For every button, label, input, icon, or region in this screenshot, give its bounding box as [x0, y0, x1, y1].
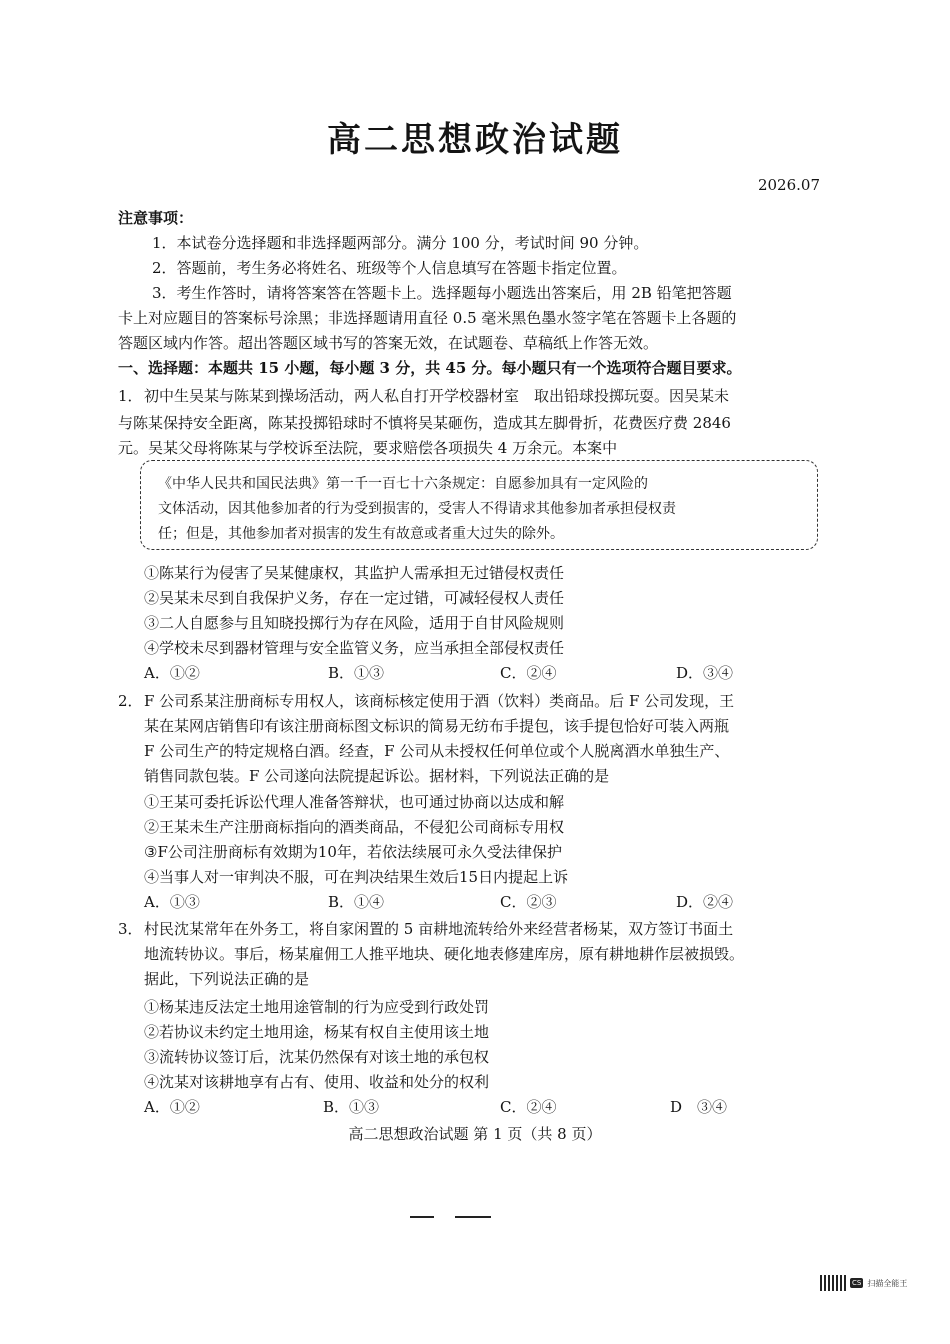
question-stem-line: 据此，下列说法正确的是 — [144, 970, 310, 988]
qr-code-icon — [820, 1275, 846, 1291]
section-heading: 一、选择题：本题共 15 小题，每小题 3 分，共 45 分。每小题只有一个选项符合题目要求。 — [118, 359, 742, 377]
question-number: 2． — [118, 692, 143, 710]
statement-item: ①陈某行为侵害了吴某健康权，其监护人需承担无过错侵权责任 — [144, 564, 565, 582]
note-line: 3．考生作答时，请将答案答在答题卡上。选择题每小题选出答案后，用 2B 铅笔把答题 — [152, 284, 732, 302]
note-line: 卡上对应题目的答案标号涂黑；非选择题请用直径 0.5 毫米黑色墨水签字笔在答题卡上各题的 — [118, 309, 737, 327]
statement-item: ④沈某对该耕地享有占有、使用、收益和处分的权利 — [144, 1073, 490, 1091]
question-number: 1． — [118, 387, 143, 405]
choice-c: C．②④ — [500, 664, 557, 682]
question-number: 3． — [118, 920, 143, 938]
choice-a: A．①② — [144, 664, 200, 682]
question-stem-line: 销售同款包装。F 公司遂向法院提起诉讼。据材料，下列说法正确的是 — [144, 767, 610, 785]
statement-item: ①杨某违反法定土地用途管制的行为应受到行政处罚 — [144, 998, 490, 1016]
question-stem-line: 地流转协议。事后，杨某雇佣工人推平地块、硬化地表修建库房，原有耕地耕作层被损毁。 — [144, 945, 745, 963]
choice-c: C．②④ — [500, 1098, 557, 1116]
statement-item: ③F公司注册商标有效期为10年，若依法续展可永久受法律保护 — [144, 843, 562, 861]
law-excerpt-line: 文体活动，因其他参加者的行为受到损害的，受害人不得请求其他参加者承担侵权责 — [158, 501, 676, 517]
choice-d: D．②④ — [676, 893, 734, 911]
note-line: 1．本试卷分选择题和非选择题两部分。满分 100 分，考试时间 90 分钟。 — [152, 234, 649, 252]
statement-item: ①王某可委托诉讼代理人准备答辩状，也可通过协商以达成和解 — [144, 793, 565, 811]
choice-a: A．①③ — [144, 893, 200, 911]
statement-item: ③流转协议签订后，沈某仍然保有对该土地的承包权 — [144, 1048, 490, 1066]
choice-d: D．③④ — [676, 664, 734, 682]
question-stem-line: F 公司系某注册商标专用权人，该商标核定使用于酒（饮料）类商品。后 F 公司发现，王 — [144, 692, 735, 710]
note-line: 答题区域内作答。超出答题区域书写的答案无效，在试题卷、草稿纸上作答无效。 — [118, 334, 659, 352]
exam-date: 2026.07 — [757, 176, 820, 194]
scanner-label: 扫描全能王 — [867, 1278, 908, 1288]
choice-c: C．②③ — [500, 893, 557, 911]
question-stem-line: 元。吴某父母将陈某与学校诉至法院，要求赔偿各项损失 4 万余元。本案中 — [118, 439, 618, 457]
choice-b: B．①③ — [328, 664, 385, 682]
question-stem-line: 村民沈某常年在外务工，将自家闲置的 5 亩耕地流转给外来经营者杨某，双方签订书面土 — [144, 920, 734, 938]
choice-d: D ③④ — [670, 1098, 728, 1116]
choice-b: B．①④ — [328, 893, 385, 911]
statement-item: ②若协议未约定土地用途，杨某有权自主使用该土地 — [144, 1023, 490, 1041]
question-stem-line: 与陈某保持安全距离，陈某投掷铅球时不慎将吴某砸伤，造成其左脚骨折，花费医疗费 2846 — [118, 414, 731, 432]
statement-item: ③二人自愿参与且知晓投掷行为存在风险，适用于自甘风险规则 — [144, 614, 565, 632]
statement-item: ②王某未生产注册商标指向的酒类商品，不侵犯公司商标专用权 — [144, 818, 565, 836]
choice-b: B．①③ — [323, 1098, 380, 1116]
statement-item: ④当事人对一审判决不服，可在判决结果生效后15日内提起上诉 — [144, 868, 569, 886]
notes-heading: 注意事项： — [118, 209, 194, 227]
page-footer: 高二思想政治试题 第 1 页（共 8 页） — [348, 1125, 602, 1143]
scanner-logo-icon: CS — [852, 1279, 862, 1287]
statement-item: ②吴某未尽到自我保护义务，存在一定过错，可减轻侵权人责任 — [144, 589, 565, 607]
scan-mark — [455, 1216, 491, 1218]
scanner-watermark — [820, 1275, 918, 1291]
law-excerpt-line: 任；但是，其他参加者对损害的发生有故意或者重大过失的除外。 — [158, 526, 564, 542]
choice-a: A．①② — [144, 1098, 200, 1116]
page-title: 高二思想政治试题 — [327, 120, 623, 160]
note-line: 2．答题前，考生务必将姓名、班级等个人信息填写在答题卡指定位置。 — [152, 259, 627, 277]
question-stem-line: 初中生吴某与陈某到操场活动，两人私自打开学校器材室 取出铅球投掷玩耍。因吴某未 — [144, 387, 730, 405]
law-excerpt-line: 《中华人民共和国民法典》第一千一百七十六条规定：自愿参加具有一定风险的 — [158, 476, 648, 492]
scan-mark — [410, 1216, 434, 1218]
question-stem-line: 某在某网店销售印有该注册商标图文标识的简易无纺布手提包，该手提包恰好可装入两瓶 — [144, 717, 730, 735]
statement-item: ④学校未尽到器材管理与安全监管义务，应当承担全部侵权责任 — [144, 639, 565, 657]
question-stem-line: F 公司生产的特定规格白酒。经查，F 公司从未授权任何单位或个人脱离酒水单独生产、 — [144, 742, 730, 760]
